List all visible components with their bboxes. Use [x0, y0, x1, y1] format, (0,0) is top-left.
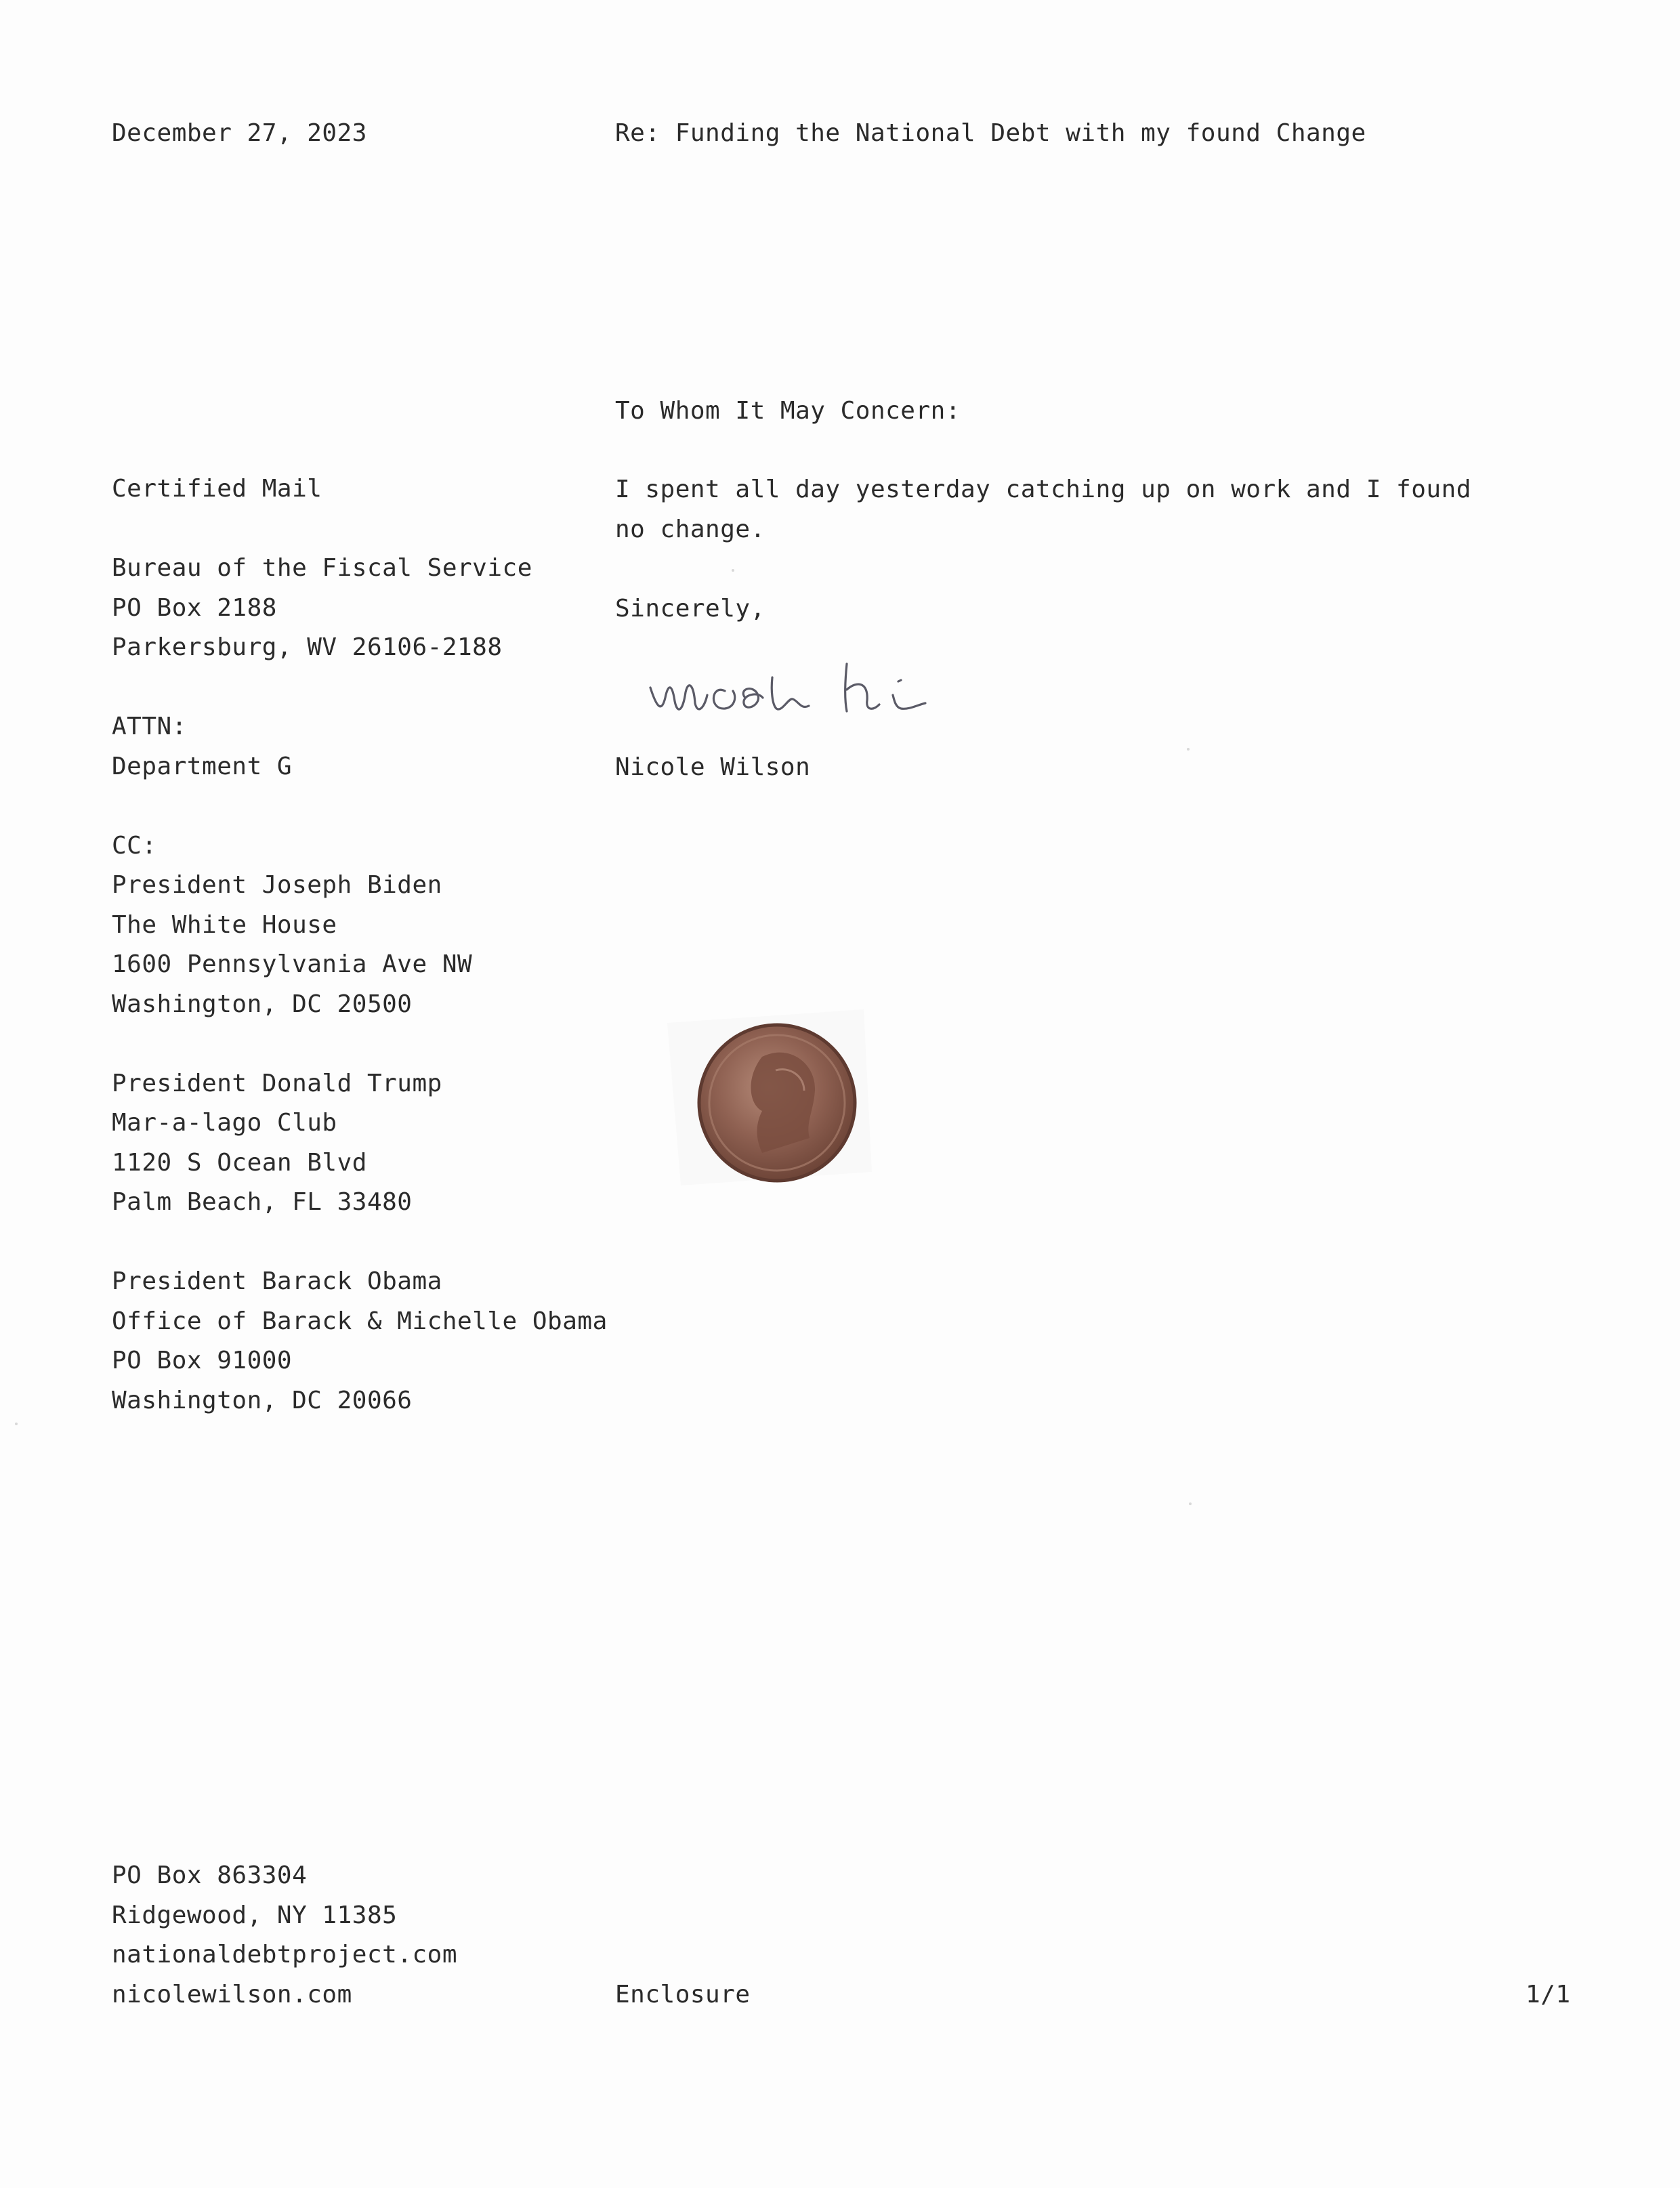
cc-recipient-line: Palm Beach, FL 33480	[112, 1188, 413, 1216]
paper-speck	[1189, 1502, 1192, 1505]
cc-recipient-name: President Donald Trump	[112, 1069, 442, 1097]
cc-recipient-line: Washington, DC 20500	[112, 990, 413, 1018]
enclosure-note: Enclosure	[615, 1981, 751, 2008]
attn-department: Department G	[112, 752, 293, 780]
handwritten-signature	[644, 650, 996, 725]
closing: Sincerely,	[615, 595, 765, 623]
cc-recipient-line: Washington, DC 20066	[112, 1386, 413, 1414]
recipient-address-1: PO Box 2188	[112, 593, 277, 622]
letter-subject: Re: Funding the National Debt with my found Change	[615, 119, 1366, 147]
delivery-method: Certified Mail	[112, 475, 322, 503]
sender-website-link[interactable]: nationaldebtproject.com	[112, 1941, 457, 1969]
salutation: To Whom It May Concern:	[615, 397, 961, 425]
recipient-name: Bureau of the Fiscal Service	[112, 554, 532, 582]
letter-date: December 27, 2023	[112, 119, 367, 147]
cc-recipient-line: Office of Barack & Michelle Obama	[112, 1307, 608, 1335]
cc-recipient-name: President Barack Obama	[112, 1267, 442, 1295]
paper-speck	[1187, 748, 1190, 751]
cc-recipient-line: Mar-a-lago Club	[112, 1109, 337, 1137]
cc-recipient-line: PO Box 91000	[112, 1347, 293, 1374]
page-number: 1/1	[1526, 1981, 1571, 2008]
cc-recipient-line: 1120 S Ocean Blvd	[112, 1148, 367, 1177]
sender-website-link[interactable]: nicolewilson.com	[112, 1980, 352, 2008]
sender-address-1: PO Box 863304	[112, 1861, 308, 1889]
sender-address-2: Ridgewood, NY 11385	[112, 1901, 398, 1929]
cc-recipient-line: 1600 Pennsylvania Ave NW	[112, 950, 473, 978]
paper-speck	[15, 1423, 18, 1425]
address-column	[112, 469, 608, 1421]
paper-speck	[732, 569, 734, 572]
recipient-address-2: Parkersburg, WV 26106-2188	[112, 633, 503, 661]
signer-name: Nicole Wilson	[615, 753, 811, 781]
attn-label: ATTN:	[112, 713, 187, 740]
sender-info	[112, 1856, 457, 2015]
cc-label: CC:	[112, 831, 157, 860]
letter-body: I spent all day yesterday catching up on work and I found no change.	[615, 476, 1471, 543]
penny-coin	[660, 996, 877, 1192]
cc-recipient-line: The White House	[112, 910, 337, 939]
cc-recipient-name: President Joseph Biden	[112, 871, 442, 899]
